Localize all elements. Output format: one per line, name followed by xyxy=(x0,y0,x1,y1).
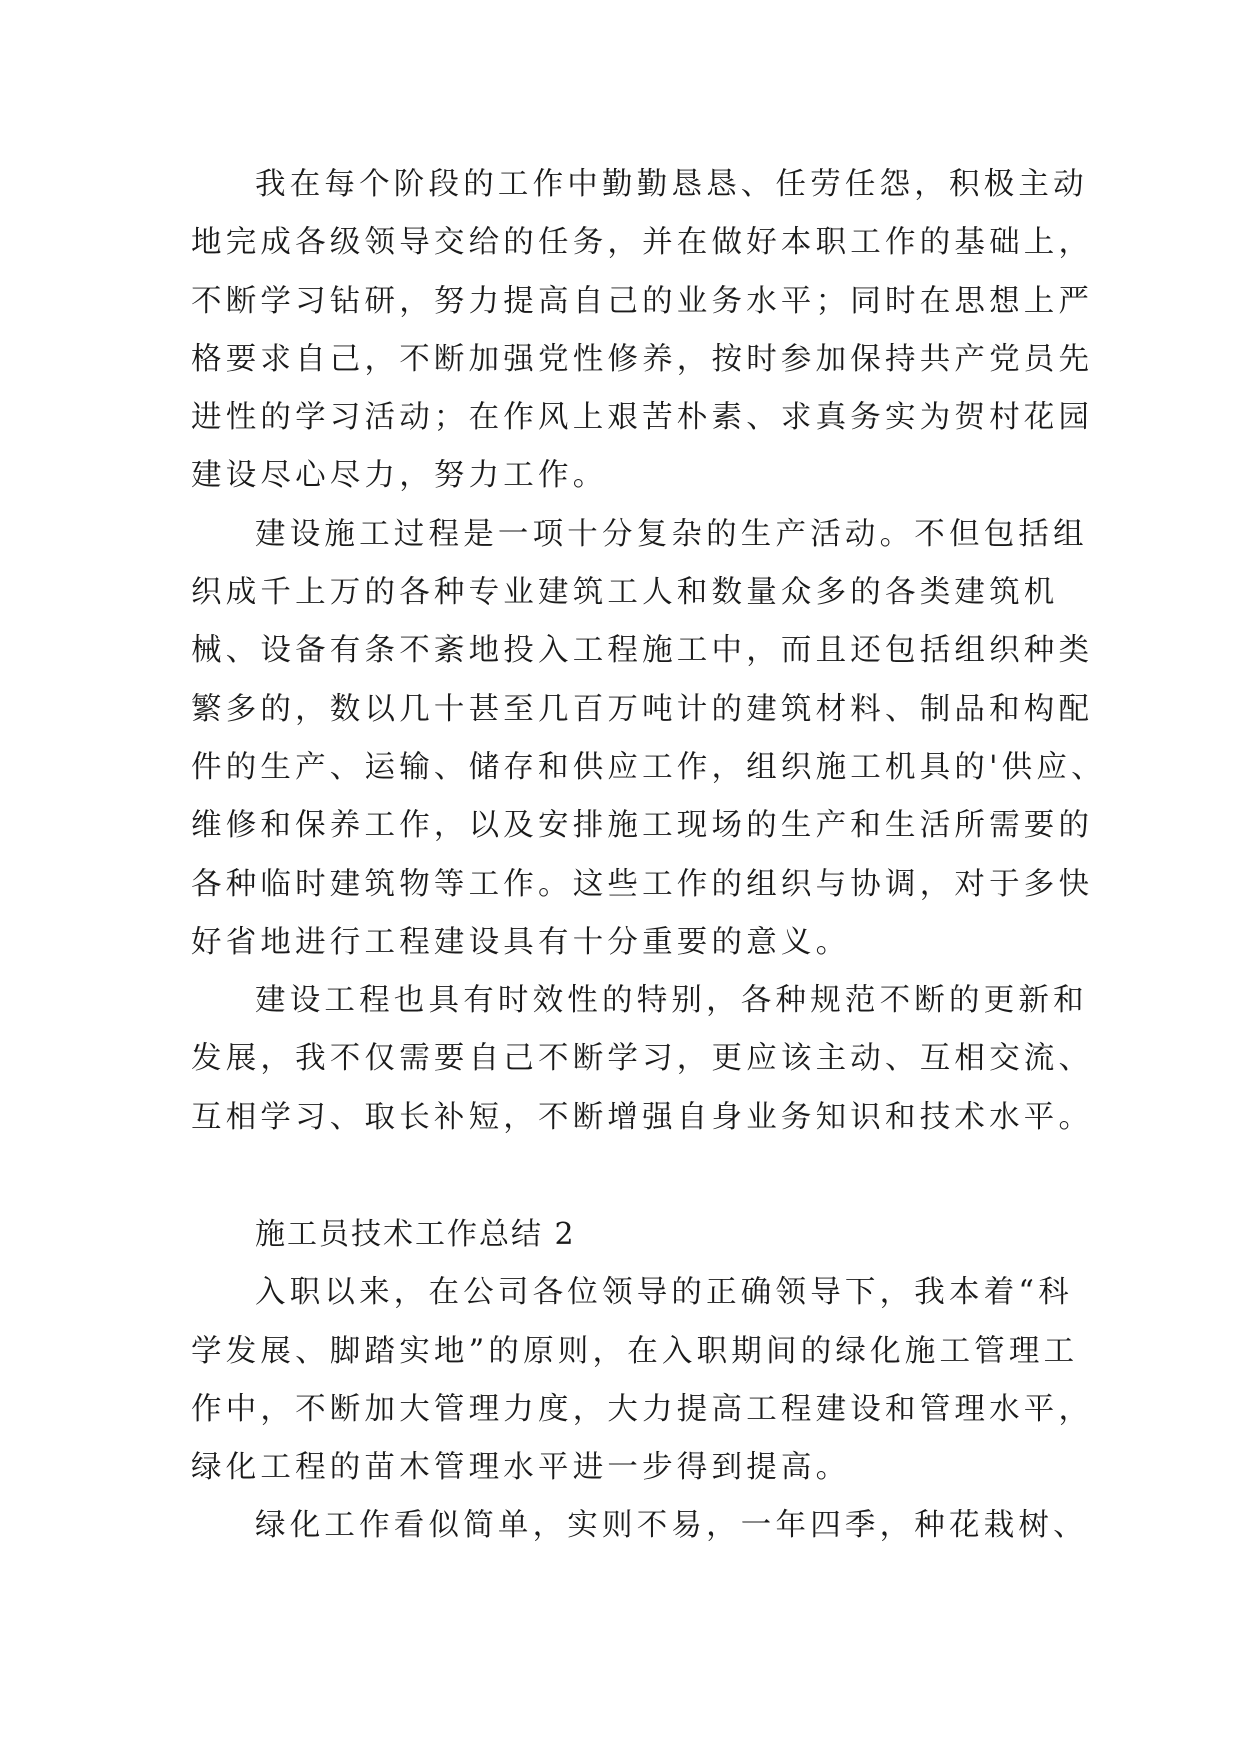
paragraph-line: 建设工程也具有时效性的特别，各种规范不断的更新和 xyxy=(255,983,1088,1019)
paragraph-line: 入职以来，在公司各位领导的正确领导下，我本着“科 xyxy=(255,1275,1073,1311)
paragraph-line: 发展，我不仅需要自己不断学习，更应该主动、互相交流、 xyxy=(191,1041,1094,1077)
paragraph-line: 各种临时建筑物等工作。这些工作的组织与协调，对于多快 xyxy=(191,866,1094,902)
paragraph-line: 我在每个阶段的工作中勤勤恳恳、任劳任怨，积极主动 xyxy=(255,167,1088,202)
paragraph-line: 互相学习、取长补短，不断增强自身业务知识和技术水平。 xyxy=(191,1099,1094,1135)
paragraph-line: 好省地进行工程建设具有十分重要的意义。 xyxy=(191,924,851,960)
paragraph-line: 绿化工程的苗木管理水平进一步得到提高。 xyxy=(191,1450,851,1486)
paragraph-line: 地完成各级领导交给的任务，并在做好本职工作的基础上， xyxy=(191,225,1094,261)
paragraph-line: 繁多的，数以几十甚至几百万吨计的建筑材料、制品和构配 xyxy=(191,691,1094,727)
paragraph-line: 绿化工作看似简单，实则不易，一年四季，种花栽树、 xyxy=(255,1508,1088,1544)
paragraph-line: 进性的学习活动；在作风上艰苦朴素、求真务实为贺村花园 xyxy=(191,400,1094,436)
paragraph-line: 件的生产、运输、储存和供应工作，组织施工机具的'供应、 xyxy=(191,749,1106,785)
paragraph-line: 维修和保养工作，以及安排施工现场的生产和生活所需要的 xyxy=(191,808,1094,844)
paragraph-line: 织成千上万的各种专业建筑工人和数量众多的各类建筑机 xyxy=(191,575,1059,611)
paragraph-line: 不断学习钻研，努力提高自己的业务水平；同时在思想上严 xyxy=(191,283,1094,319)
paragraph-line: 建设施工过程是一项十分复杂的生产活动。不但包括组 xyxy=(255,516,1088,552)
paragraph-line: 械、设备有条不紊地投入工程施工中，而且还包括组织种类 xyxy=(191,633,1094,669)
section-title: 施工员技术工作总结 2 xyxy=(255,1217,576,1252)
paragraph-line: 学发展、脚踏实地”的原则，在入职期间的绿化施工管理工 xyxy=(191,1333,1079,1369)
paragraph-line: 建设尽心尽力，努力工作。 xyxy=(191,458,608,494)
document-body-part-1 xyxy=(191,156,1106,1147)
paragraph-line: 格要求自己，不断加强党性修养，按时参加保持共产党员先 xyxy=(191,341,1094,377)
document-body-part-2 xyxy=(191,1206,1094,1556)
paragraph-line: 作中，不断加大管理力度，大力提高工程建设和管理水平， xyxy=(191,1391,1094,1427)
